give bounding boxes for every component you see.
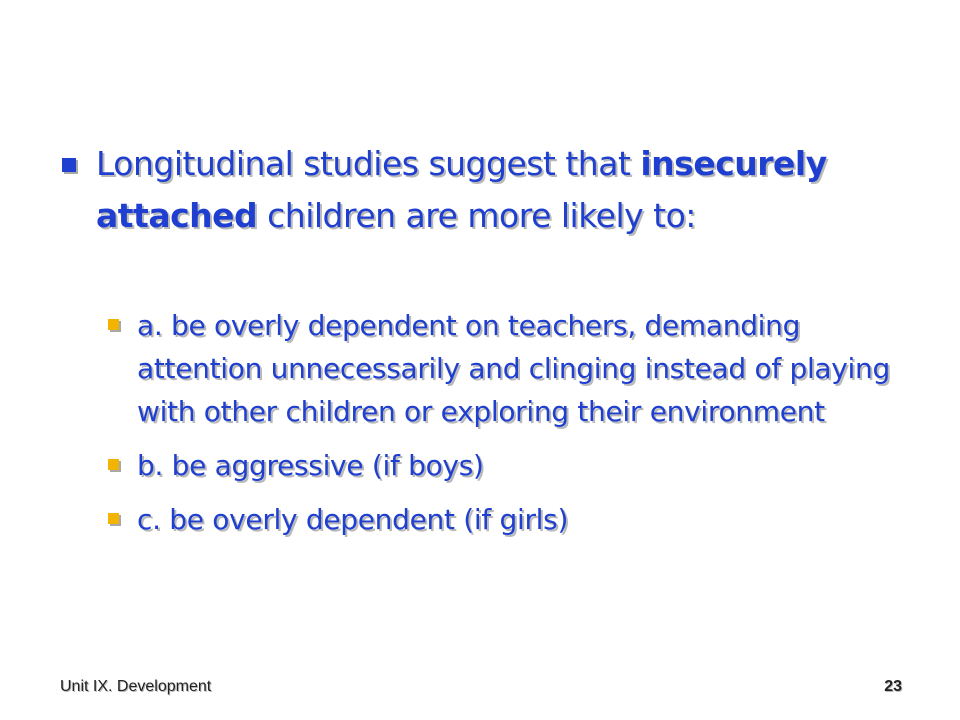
main-bullet-item [62,138,892,242]
sub-bullet-text: c. be overly dependent (if girls) [137,503,569,536]
sub-bullet-item-c [108,498,898,541]
main-bullet-text [96,138,892,242]
main-bullet-text-part2: children are more likely to: [257,196,696,235]
sub-bullet-item-a [108,304,898,433]
sub-bullet-item-b [108,444,898,487]
footer-unit-title: Unit IX. Development [60,678,212,695]
main-bullet-text-part1: Longitudinal studies suggest that [96,144,641,183]
square-bullet-icon [108,459,119,470]
sub-bullet-text: a. be overly dependent on teachers, demanding attention unnecessarily and clinging instead of playing with other children or exploring their environment [137,309,890,428]
square-bullet-icon [108,319,119,330]
square-bullet-icon [62,158,76,172]
main-bullet-bold-text: insecurely attached [96,144,827,235]
square-bullet-icon [108,513,119,524]
slide-number: 23 [884,678,902,695]
sub-bullet-text: b. be aggressive (if boys) [137,449,484,482]
sub-bullet-list [108,304,898,552]
